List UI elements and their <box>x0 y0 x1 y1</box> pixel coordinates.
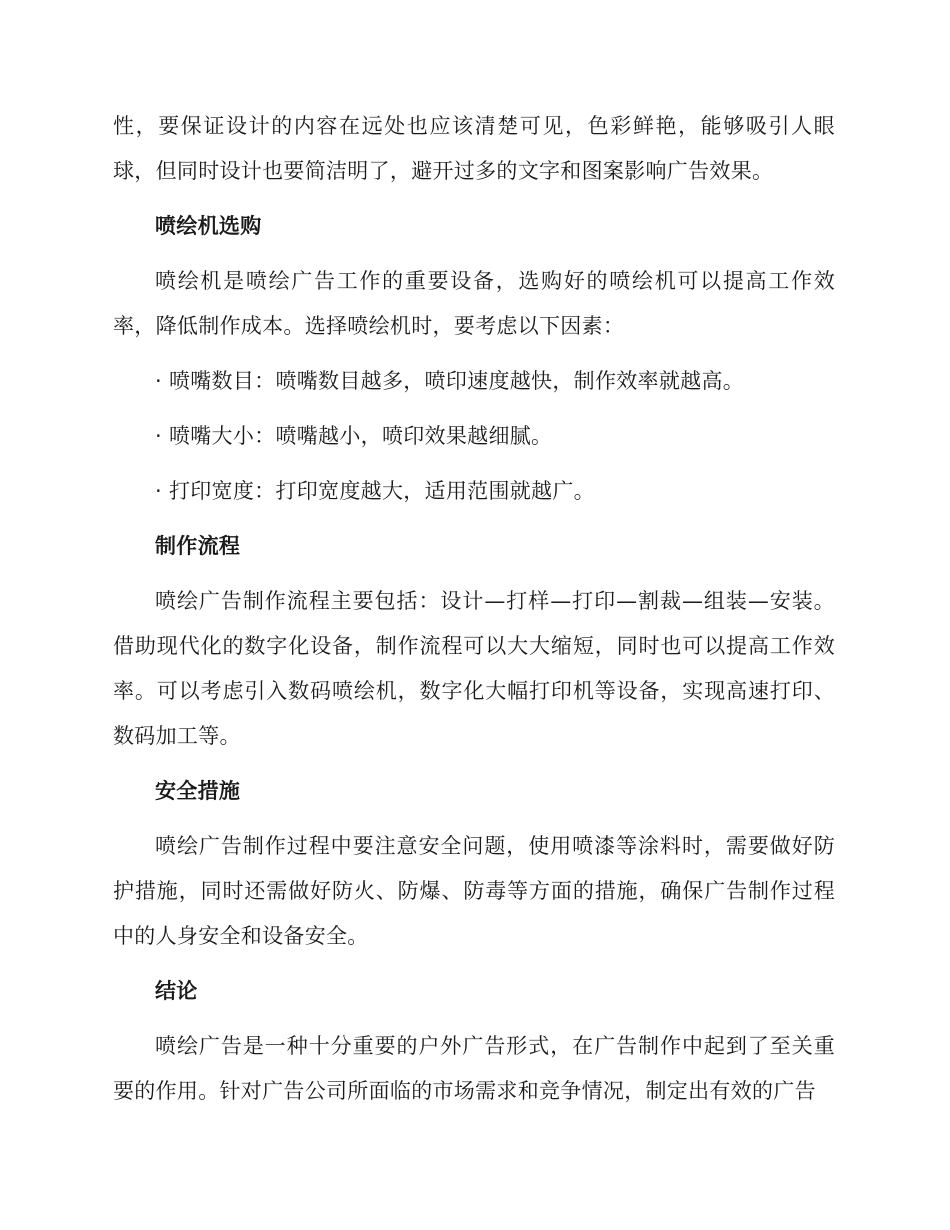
paragraph-safety-measures: 喷绘广告制作过程中要注意安全问题，使用喷漆等涂料时，需要做好防护措施，同时还需做好防火、防爆、防毒等方面的措施，确保广告制作过程中的人身安全和设备安全。 <box>113 834 835 948</box>
bullet-nozzle-size: · 喷嘴大小：喷嘴越小，喷印效果越细腻。 <box>155 424 553 448</box>
heading-production-process: 制作流程 <box>155 534 241 558</box>
heading-printer-selection: 喷绘机选购 <box>155 214 262 238</box>
paragraph-production-process: 喷绘广告制作流程主要包括：设计—打样—打印—割裁—组装—安装。借助现代化的数字化设备，制作流程可以大大缩短，同时也可以提高工作效率。可以考虑引入数码喷绘机，数字化大幅打印机等设备，实现高速打印、数码加工等。 <box>113 589 835 748</box>
bullet-print-width: · 打印宽度：打印宽度越大，适用范围就越广。 <box>155 479 595 503</box>
paragraph-continued: 性，要保证设计的内容在远处也应该清楚可见，色彩鲜艳，能够吸引人眼球，但同时设计也要简洁明了，避开过多的文字和图案影响广告效果。 <box>113 114 835 183</box>
heading-safety-measures: 安全措施 <box>155 779 241 803</box>
paragraph-conclusion: 喷绘广告是一种十分重要的户外广告形式，在广告制作中起到了至关重要的作用。针对广告公司所面临的市场需求和竞争情况，制定出有效的广告 <box>113 1034 835 1103</box>
document-body <box>113 104 835 1114</box>
paragraph-printer-selection: 喷绘机是喷绘广告工作的重要设备，选购好的喷绘机可以提高工作效率，降低制作成本。选择喷绘机时，要考虑以下因素： <box>113 269 835 338</box>
bullet-nozzle-count: · 喷嘴数目：喷嘴数目越多，喷印速度越快，制作效率就越高。 <box>155 369 745 393</box>
heading-conclusion: 结论 <box>155 979 198 1003</box>
